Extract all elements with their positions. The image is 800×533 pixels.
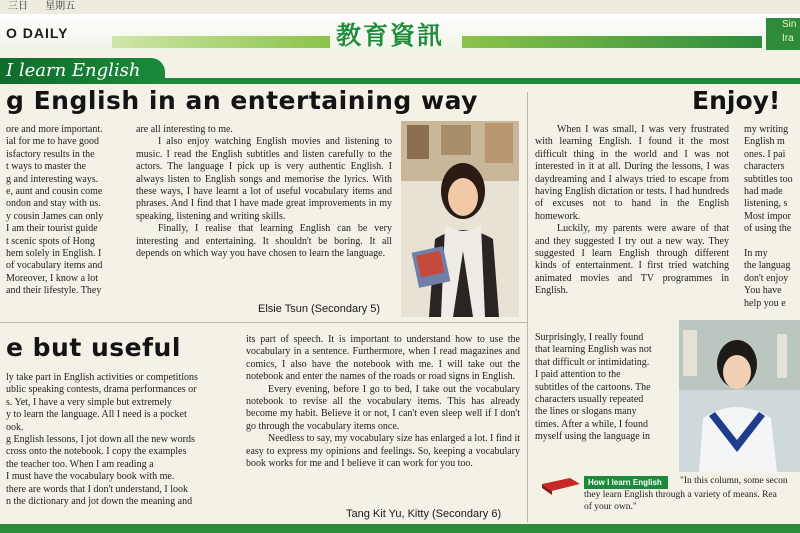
paragraph: are all interesting to me. bbox=[136, 124, 233, 135]
right-logo: Sin Ira bbox=[766, 18, 800, 50]
text-line: g English lessons, I jot down all the new words bbox=[6, 434, 195, 446]
column-note bbox=[680, 475, 800, 487]
column-note-line2: they learn English through a variety of means. Rea bbox=[584, 490, 777, 500]
article1-column-a bbox=[6, 124, 119, 298]
photo-elsie-illustration bbox=[401, 121, 519, 317]
masthead-gradient-right bbox=[462, 36, 762, 48]
text-line: t scenic spots of Hong bbox=[6, 235, 95, 247]
text-line: listening, s bbox=[744, 198, 788, 210]
text-line: Most impor bbox=[744, 210, 791, 222]
text-line: You have bbox=[744, 285, 782, 297]
article2-column-b bbox=[246, 334, 520, 470]
text-line: the teacher too. When I am reading a bbox=[6, 458, 154, 470]
text-line: ly take part in English activities or competitions bbox=[6, 372, 198, 383]
text-line: of using the bbox=[744, 223, 792, 235]
text-line: help you e bbox=[744, 297, 786, 309]
article3-column-b bbox=[744, 124, 800, 310]
text-line bbox=[744, 236, 800, 248]
article2-headline: e but useful bbox=[6, 333, 181, 362]
text-line: In my bbox=[744, 248, 768, 260]
text-line: there are words that I don't understand, I look bbox=[6, 483, 189, 495]
text-line: I must have the vocabulary book with me. bbox=[6, 471, 175, 483]
article3-column-a-narrow bbox=[535, 332, 673, 444]
text-line: I am their tourist guide bbox=[6, 223, 98, 235]
date-fragment: 三日 bbox=[8, 1, 28, 12]
text-line: characters bbox=[744, 161, 785, 173]
article3-column-a bbox=[535, 124, 729, 298]
text-line: characters usually repeated bbox=[535, 394, 644, 406]
text-line: had made bbox=[744, 186, 783, 198]
text-line: that learning English was not bbox=[535, 344, 652, 356]
paper-name: O DAILY bbox=[6, 25, 69, 41]
text-line: of vocabulary items and bbox=[6, 260, 103, 272]
text-line: ublic speaking contests, drama performances or bbox=[6, 384, 197, 396]
text-line: ial for me to have good bbox=[6, 136, 100, 148]
column-note-line1: "In this column, some secon bbox=[680, 476, 788, 486]
text-line: Moreover, I know a lot bbox=[6, 272, 99, 284]
column-banner-rule bbox=[165, 78, 800, 84]
article3-headline: Enjoy! bbox=[692, 86, 781, 115]
date-strip bbox=[0, 0, 800, 14]
text-line: y cousin James can only bbox=[6, 210, 104, 222]
photo-student-illustration bbox=[679, 320, 800, 472]
article2-signature: Tang Kit Yu, Kitty (Secondary 6) bbox=[346, 508, 502, 520]
text-line: ondon and stay with us. bbox=[6, 198, 101, 210]
paragraph: When I was small, I was very frustrated with learning English. I found it the most difficult thing in the world and I was not interested in it at all. During the lessons, I was daydreaming and I always tried to escape from having English dictation or tests. I had hundreds of excuses not to hand in the English homework. bbox=[535, 124, 729, 222]
text-line: n the dictionary and jot down the meaning and bbox=[6, 496, 193, 508]
article1-signature: Elsie Tsun (Secondary 5) bbox=[258, 303, 381, 315]
divider-vertical bbox=[527, 92, 528, 522]
column-banner-title: I learn English bbox=[6, 60, 141, 81]
text-line: e, aunt and cousin come bbox=[6, 186, 103, 198]
paragraph: Luckily, my parents were aware of that and they suggested I try out a new way. They suggested I learn English through different kinds of entertainment. I first tried watching animated movies and TV programmes in English. bbox=[535, 223, 729, 297]
text-line: ones. I pai bbox=[744, 148, 786, 160]
divider-horizontal bbox=[0, 322, 527, 323]
text-line: I paid attention to the bbox=[535, 369, 621, 381]
text-line: times. After a while, I found bbox=[535, 418, 649, 430]
book-icon bbox=[540, 474, 582, 496]
article1-column-b bbox=[136, 124, 392, 260]
text-line: don't enjoy bbox=[744, 272, 789, 284]
text-line: that difficult or intimidating. bbox=[535, 356, 650, 368]
text-line: y to learn the language. All I need is a pocket bbox=[6, 409, 187, 421]
bottom-rule bbox=[0, 524, 800, 533]
text-line: and their lifestyle. They bbox=[6, 285, 102, 297]
masthead-gradient-left bbox=[112, 36, 330, 48]
text-line: t ways to master the bbox=[6, 161, 86, 173]
text-line: the languag bbox=[744, 260, 791, 272]
text-line: the lines or slogans many bbox=[535, 406, 637, 418]
text-line: isfactory results in the bbox=[6, 148, 95, 160]
paragraph: Finally, I realise that learning English can be very interesting and entertaining. It shouldn't be boring. It all depends on which way you have chosen to learn the language. bbox=[136, 223, 392, 260]
photo-elsie bbox=[401, 121, 519, 317]
text-line: cross onto the notebook. I copy the examples bbox=[6, 446, 187, 458]
article2-column-a bbox=[6, 372, 231, 508]
photo-student bbox=[679, 320, 800, 472]
weekday: 星期五 bbox=[45, 1, 76, 12]
article1-headline: g English in an entertaining way bbox=[6, 86, 478, 115]
text-line: ore and more important. bbox=[6, 124, 103, 135]
text-line: subtitles too bbox=[744, 173, 793, 185]
column-badge: How I learn English bbox=[584, 476, 668, 489]
text-line: s. Yet, I have a very simple but extremely bbox=[6, 396, 172, 408]
text-line: hem solely in English. I bbox=[6, 248, 102, 260]
text-line: English m bbox=[744, 136, 785, 148]
paragraph: I also enjoy watching English movies and listening to music. I read the English subtitles and listen carefully to the actors. The language I pick up is very authentic English. I always listen to English songs and memorise the lyrics. With these ways, I have learnt a lot of useful vocabulary items and phrases. And I find that I have made great improvements in my speaking, listening and writing skills. bbox=[136, 136, 392, 222]
paragraph: Every evening, before I go to bed, I take out the vocabulary notebook to revise all the vocabulary items. This has already become my habit. Believe it or not, I can't even sleep well if I don't go through the vocabulary items once. bbox=[246, 383, 520, 432]
column-note-line3: of your own." bbox=[584, 502, 637, 512]
column-note-continued bbox=[584, 489, 800, 513]
text-line: subtitles of the cartoons. The bbox=[535, 381, 651, 393]
text-line: my writing bbox=[744, 124, 789, 135]
text-line: Surprisingly, I really found bbox=[535, 332, 644, 343]
paragraph: its part of speech. It is important to understand how to use the vocabulary in a sentence. Furthermore, when I read magazines and comics, I also have the notebook with me. I will take out the notebook and enter the names of the roads or road signs in English. bbox=[246, 334, 520, 383]
section-title: 教育資訊 bbox=[336, 21, 445, 50]
text-line: g and interesting ways. bbox=[6, 173, 99, 185]
paragraph: Needless to say, my vocabulary size has enlarged a lot. I find it easy to express my opinions and feelings. So, keeping a vocabulary book works for me and I believe it can work for you too. bbox=[246, 433, 520, 470]
text-line: ook. bbox=[6, 421, 24, 433]
text-line: myself using the language in bbox=[535, 431, 650, 443]
